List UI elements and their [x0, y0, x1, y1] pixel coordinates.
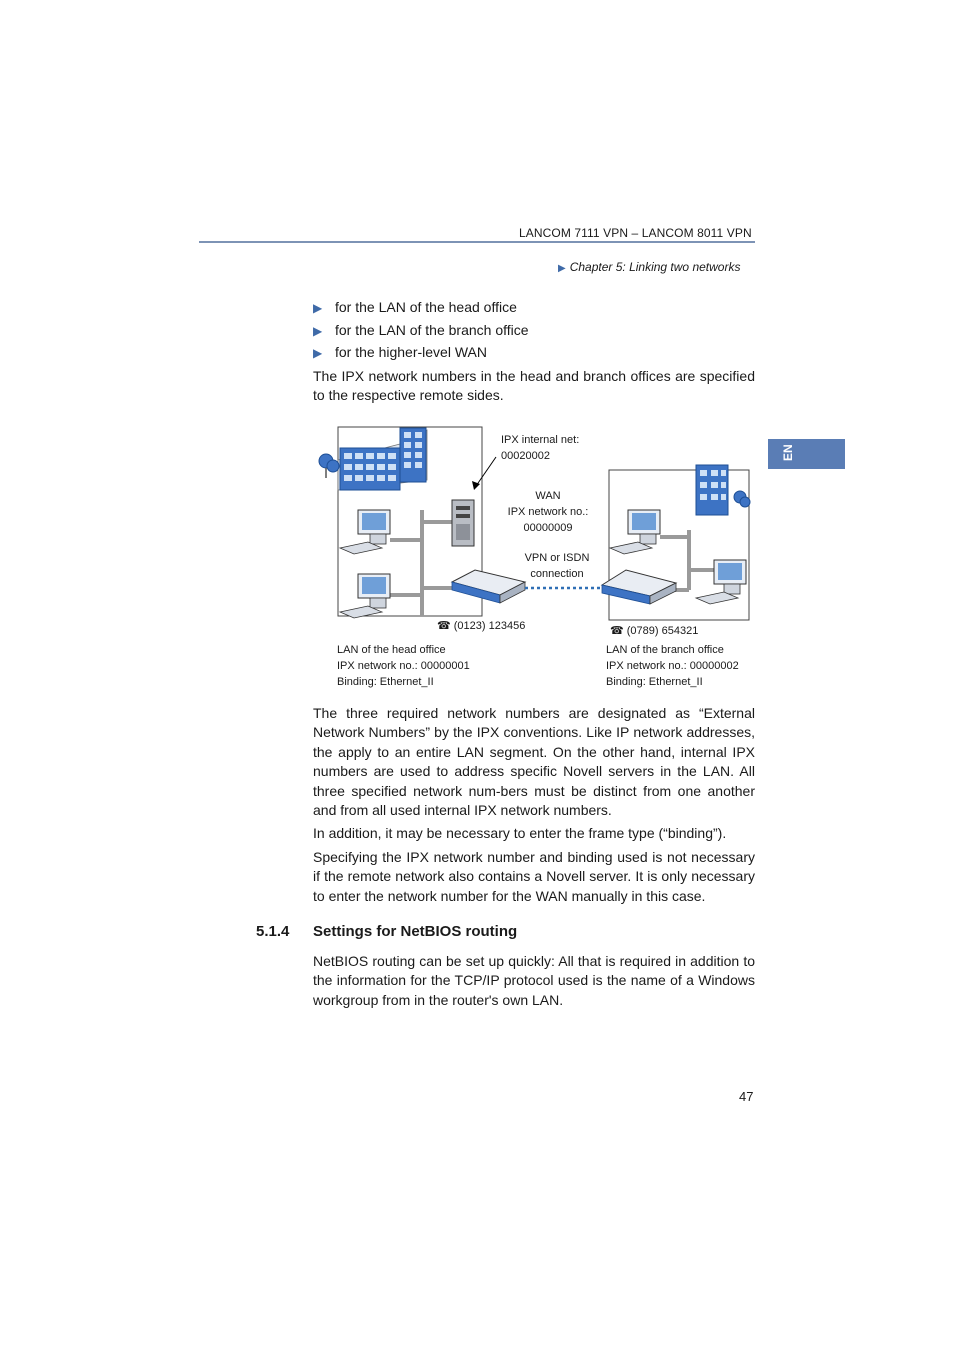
novell-server — [452, 500, 474, 546]
head-pc-2 — [340, 574, 390, 618]
head-lan-caption: LAN of the head office IPX network no.: 00000001 Binding: Ethernet_II — [337, 644, 470, 688]
chapter-title: Chapter 5: Linking two networks — [569, 260, 741, 274]
network-diagram — [300, 420, 760, 700]
wan-label: WAN IPX network no.: 00000009 — [507, 490, 589, 534]
bullet-list — [313, 297, 755, 365]
paragraph-frame-type: In addition, it may be necessary to enter the frame type (“binding”). — [313, 825, 727, 841]
running-header-chapter — [558, 260, 740, 274]
server-pointer-line — [476, 457, 496, 486]
head-phone-label: ☎ (0123) 123456 — [437, 620, 526, 632]
branch-pc-2 — [696, 560, 746, 604]
branch-router — [602, 570, 676, 604]
branch-office-building — [696, 465, 750, 515]
paragraph-external-numbers: The three required network numbers are designated as “External Network Numbers” by the IPX conventions. Like IP network addresses, the apply to an entire LAN segment. On the other hand, internal IPX numbers are used to address specific Novell servers in the LAN. All three specified network num-bers must be distinct from one another and from all used internal IPX network numbers. — [313, 705, 755, 819]
chapter-marker-icon: ▶ — [558, 263, 566, 274]
head-lan-cabling — [390, 510, 460, 616]
paragraph-novell-server: Specifying the IPX network number and binding used is not necessary if the remote network also contains a Novell server. It is only necessary to enter the network number for the WAN manually in this case. — [313, 849, 755, 904]
language-tab — [768, 439, 845, 469]
header-rule — [199, 241, 755, 243]
bullet-icon: ▶ — [313, 346, 323, 360]
phone-icon: ☎ — [437, 620, 451, 632]
head-office-building — [319, 428, 427, 490]
list-item: ▶ for the LAN of the head office — [313, 297, 755, 320]
branch-phone-label: ☎ (0789) 654321 — [610, 625, 699, 637]
branch-pc-1 — [610, 510, 660, 554]
running-header-product: LANCOM 7111 VPN – LANCOM 8011 VPN — [519, 226, 752, 240]
section-number: 5.1.4 — [256, 923, 290, 940]
head-pc-1 — [340, 510, 390, 554]
paragraph-ipx-remote: The IPX network numbers in the head and branch offices are specified to the respective remote sides. — [313, 368, 755, 404]
page-number: 47 — [739, 1089, 754, 1104]
section-title: Settings for NetBIOS routing — [313, 923, 518, 940]
paragraph-netbios: NetBIOS routing can be set up quickly: All that is required in addition to the information for the TCP/IP protocol used is the name of a Windows workgroup from in the router's own LAN. — [313, 953, 755, 1008]
connection-label: VPN or ISDN connection — [524, 552, 590, 580]
bullet-icon: ▶ — [313, 301, 323, 315]
ipx-internal-label: IPX internal net: 00020002 — [501, 434, 580, 462]
list-item: ▶ for the higher-level WAN — [313, 342, 755, 365]
list-item: ▶ for the LAN of the branch office — [313, 320, 755, 343]
branch-lan-caption: LAN of the branch office IPX network no.: 00000002 Binding: Ethernet_II — [606, 644, 739, 688]
phone-icon: ☎ — [610, 625, 624, 637]
bullet-icon: ▶ — [313, 323, 323, 338]
language-tab-label: EN — [781, 444, 795, 461]
